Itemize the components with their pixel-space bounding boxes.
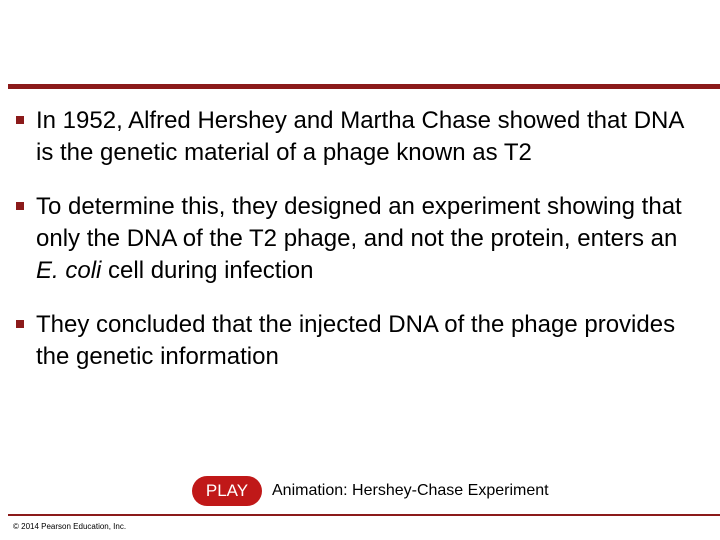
top-divider [8, 84, 720, 89]
square-bullet-icon [16, 116, 24, 124]
bottom-divider [8, 514, 720, 516]
copyright-notice: © 2014 Pearson Education, Inc. [13, 522, 127, 531]
bullet-text-2 [36, 191, 706, 287]
bullet-text-3: They concluded that the injected DNA of the phage provides the genetic information [36, 311, 676, 370]
bullet-item-1 [16, 105, 706, 169]
bullet-text-1: In 1952, Alfred Hershey and Martha Chase showed that DNA is the genetic material of a phage known as T2 [36, 107, 684, 166]
bullet-text-2-italic: E. coli [36, 257, 102, 284]
bullet-list [16, 105, 706, 395]
square-bullet-icon [16, 320, 24, 328]
bullet-text-2-part-2: cell during infection [101, 257, 314, 284]
play-button[interactable]: PLAY [192, 476, 262, 506]
animation-caption: Animation: Hershey-Chase Experiment [272, 482, 549, 499]
bullet-item-2 [16, 191, 706, 287]
square-bullet-icon [16, 202, 24, 210]
bullet-text-2-part-1: To determine this, they designed an experiment showing that only the DNA of the T2 phage, and not the protein, enters an [36, 193, 682, 252]
animation-link [192, 476, 549, 506]
bullet-item-3 [16, 309, 706, 373]
